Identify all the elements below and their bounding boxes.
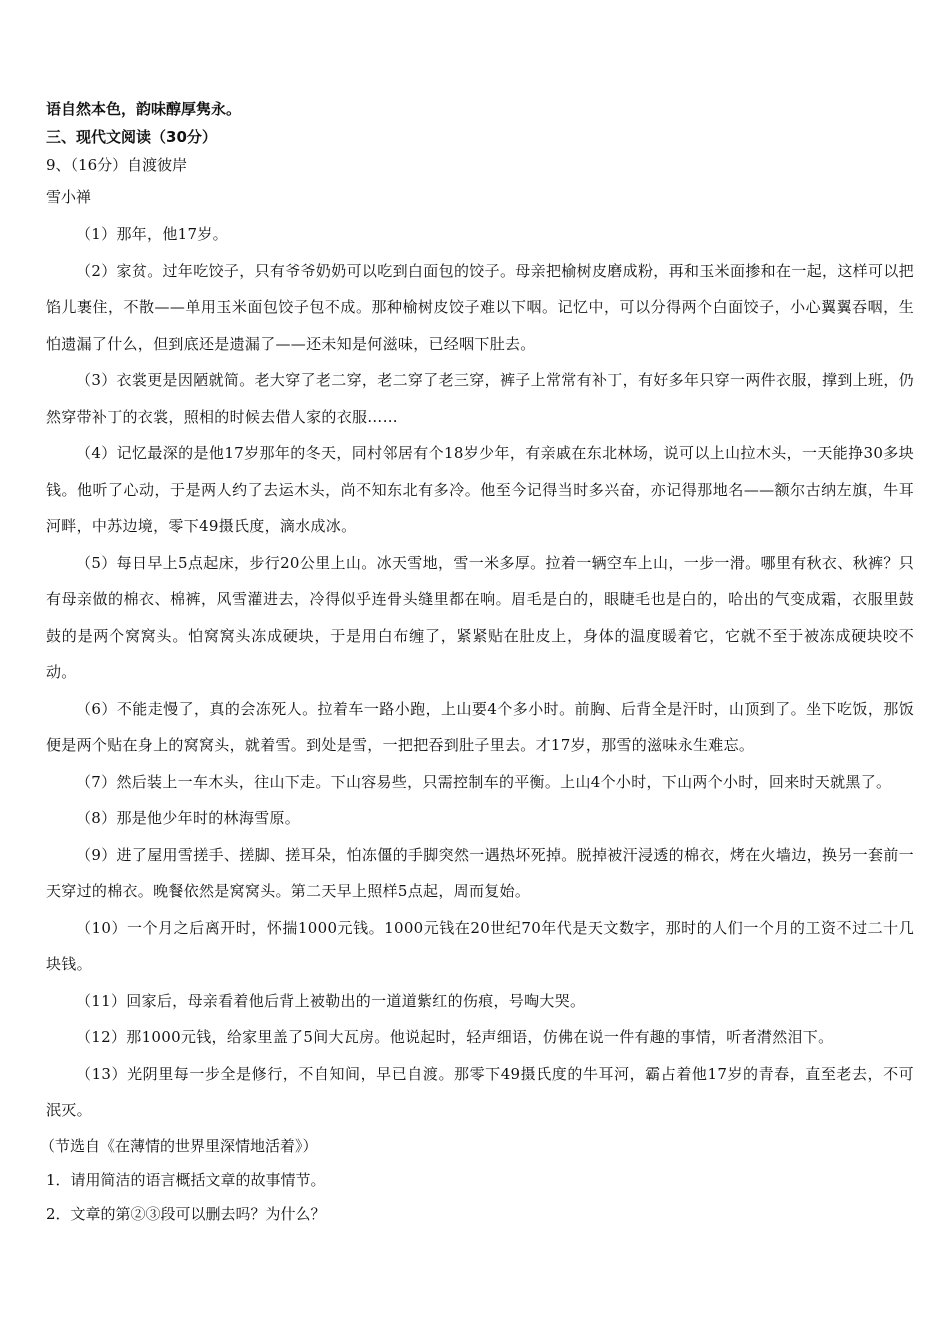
section-title: 三、现代文阅读（30分） bbox=[46, 128, 217, 146]
paragraph-11: （11）回家后，母亲看着他后背上被勒出的一道道紫红的伤痕，号啕大哭。 bbox=[76, 991, 586, 1010]
question-2: 2．文章的第②③段可以删去吗？为什么？ bbox=[46, 1204, 326, 1223]
source-note: （节选自《在薄情的世界里深情地活着》） bbox=[40, 1136, 318, 1155]
question-1: 1．请用简洁的语言概括文章的故事情节。 bbox=[46, 1170, 326, 1189]
paragraph-3: （3）衣裳更是因陋就简。老大穿了老二穿，老二穿了老三穿，裤子上常常有补丁，有好多年只穿一两件衣服，撑到上班，仍然穿带补丁的衣裳，照相的时候去借人家的衣服…… bbox=[46, 371, 914, 426]
question-title: 9、（16分）自渡彼岸 bbox=[46, 156, 188, 174]
document-page bbox=[40, 96, 914, 1231]
paragraph-1: （1）那年，他17岁。 bbox=[76, 225, 228, 243]
intro-line: 语自然本色，韵味醇厚隽永。 bbox=[46, 100, 242, 118]
paragraph-12: （12）那1000元钱，给家里盖了5间大瓦房。他说起时，轻声细语，仿佛在说一件有趣的事情，听者潸然泪下。 bbox=[76, 1028, 834, 1046]
paragraph-13: （13）光阴里每一步全是修行，不自知间，早已自渡。那零下49摄氏度的牛耳河，霸占着他17岁的青春，直至老去，不可泯灭。 bbox=[46, 1064, 914, 1119]
paragraph-10: （10）一个月之后离开时，怀揣1000元钱。1000元钱在20世纪70年代是天文数字，那时的人们一个月的工资不过二十几块钱。 bbox=[46, 918, 914, 973]
paragraph-5: （5）每日早上5点起床，步行20公里上山。冰天雪地，雪一米多厚。拉着一辆空车上山，一步一滑。哪里有秋衣、秋裤？只有母亲做的棉衣、棉裤，风雪灌进去，冷得似乎连骨头缝里都在响。眉毛是白的，眼睫毛也是白的，哈出的气变成霜，衣服里鼓鼓的是两个窝窝头。怕窝窝头冻成硬块，于是用白布缠了，紧紧贴在肚皮上，身体的温度暖着它，它就不至于被冻成硬块咬不动。 bbox=[46, 553, 914, 681]
author: 雪小禅 bbox=[46, 188, 92, 206]
paragraph-7: （7）然后装上一车木头，往山下走。下山容易些，只需控制车的平衡。上山4个小时，下山两个小时，回来时天就黑了。 bbox=[76, 772, 892, 791]
paragraph-8: （8）那是他少年时的林海雪原。 bbox=[76, 809, 301, 827]
paragraph-2: （2）家贫。过年吃饺子，只有爷爷奶奶可以吃到白面包的饺子。母亲把榆树皮磨成粉，再和玉米面掺和在一起，这样可以把馅儿裹住，不散——单用玉米面包饺子包不成。那种榆树皮饺子难以下咽。记忆中，可以分得两个白面饺子，小心翼翼吞咽，生怕遗漏了什么，但到底还是遗漏了——还未知是何滋味，已经咽下肚去。 bbox=[46, 261, 914, 353]
paragraph-4: （4）记忆最深的是他17岁那年的冬天，同村邻居有个18岁少年，有亲戚在东北林场，说可以上山拉木头，一天能挣30多块钱。他听了心动，于是两人约了去运木头，尚不知东北有多冷。他至今记得当时多兴奋，亦记得那地名——额尔古纳左旗，牛耳河畔，中苏边境，零下49摄氏度，滴水成冰。 bbox=[46, 444, 914, 535]
paragraph-9: （9）进了屋用雪搓手、搓脚、搓耳朵，怕冻僵的手脚突然一遇热坏死掉。脱掉被汗浸透的棉衣，烤在火墙边，换另一套前一天穿过的棉衣。晚餐依然是窝窝头。第二天早上照样5点起，周而复始。 bbox=[46, 845, 914, 900]
paragraph-6: （6）不能走慢了，真的会冻死人。拉着车一路小跑，上山要4个多小时。前胸、后背全是汗时，山顶到了。坐下吃饭，那饭便是两个贴在身上的窝窝头，就着雪。到处是雪，一把把吞到肚子里去。才17岁，那雪的滋味永生难忘。 bbox=[46, 699, 914, 754]
